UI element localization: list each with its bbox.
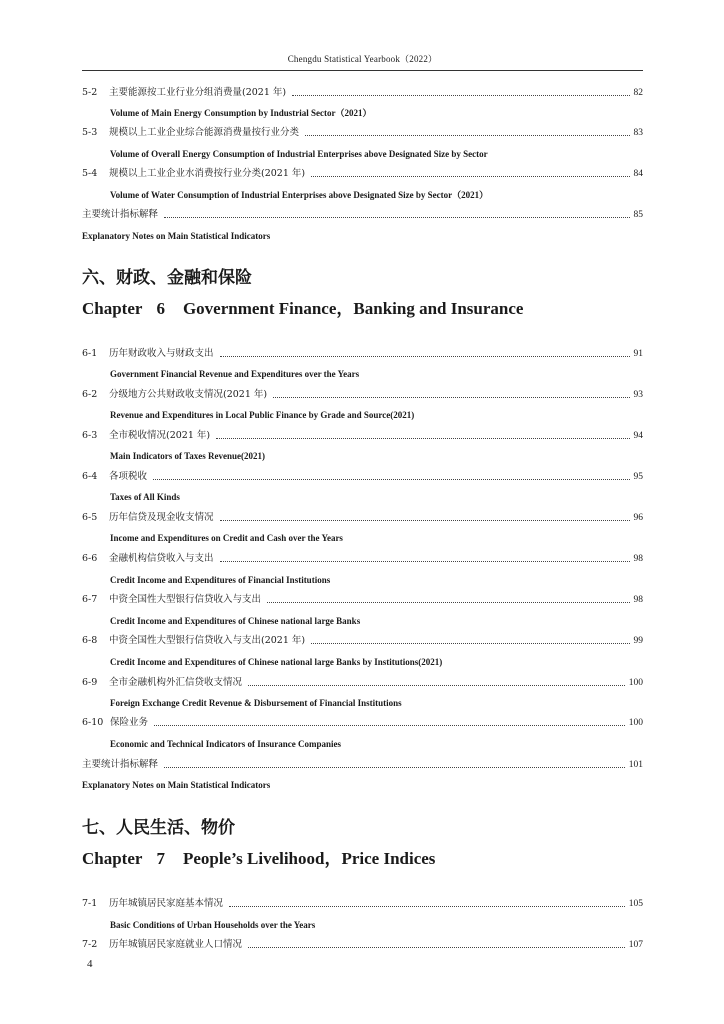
entry-title-en: Main Indicators of Taxes Revenue(2021): [110, 451, 265, 461]
entry-title-en: Volume of Overall Energy Consumption of Industrial Enterprises above Designated Size by Sector: [110, 149, 488, 159]
entry-number: 6-3: [82, 430, 98, 441]
leader-dots: [164, 217, 629, 218]
leader-dots: [273, 397, 629, 398]
entry-page: 98: [633, 554, 643, 564]
toc-entry-6-2[interactable]: [82, 388, 643, 402]
entry-number: 6-6: [82, 553, 98, 564]
toc-entry-6-5[interactable]: [82, 511, 643, 525]
leader-dots: [305, 135, 629, 136]
leader-dots: [267, 602, 629, 603]
leader-dots: [248, 947, 625, 948]
toc-entry-notes-5[interactable]: [82, 208, 643, 222]
entry-page: 96: [633, 513, 643, 523]
leader-dots: [229, 906, 625, 907]
chapter-number: 7: [156, 849, 165, 868]
chapter-label: Chapter: [82, 849, 143, 868]
toc-entry-5-4[interactable]: [82, 167, 643, 181]
entry-page: 84: [633, 169, 643, 179]
entry-title-en: Credit Income and Expenditures of Chinese national large Banks by Institutions(2021): [110, 657, 443, 667]
leader-dots: [216, 438, 629, 439]
toc-entry-5-3[interactable]: [82, 126, 643, 140]
toc-entry-6-7[interactable]: [82, 593, 643, 607]
toc-entry-6-3[interactable]: [82, 429, 643, 443]
entry-number: 6-8: [82, 635, 98, 646]
entry-title-cn: 历年信贷及现金收支情况: [109, 512, 214, 523]
leader-dots: [292, 95, 629, 96]
entry-title-cn: 历年城镇居民家庭就业人口情况: [109, 939, 243, 950]
entry-page: 85: [633, 210, 643, 220]
entry-title-en: Volume of Water Consumption of Industrial Enterprises above Designated Size by Sector（2021）: [110, 190, 489, 200]
entry-number: 6-4: [82, 471, 98, 482]
entry-title-cn: 中资全国性大型银行信贷收入与支出(2021 年): [109, 635, 306, 646]
leader-dots: [154, 725, 625, 726]
entry-page: 95: [633, 472, 643, 482]
entry-page: 100: [628, 678, 643, 688]
leader-dots: [153, 479, 629, 480]
entry-title-en: Taxes of All Kinds: [110, 492, 180, 502]
entry-number: 6-5: [82, 512, 98, 523]
toc-entry-6-8[interactable]: [82, 634, 643, 648]
header-rule: [82, 70, 643, 71]
entry-title-en: Credit Income and Expenditures of Financial Institutions: [110, 575, 331, 585]
leader-dots: [220, 520, 630, 521]
entry-page: 94: [633, 431, 643, 441]
toc-entry-notes-6[interactable]: [82, 758, 643, 772]
toc-entry-6-4[interactable]: [82, 470, 643, 484]
leader-dots: [220, 356, 630, 357]
entry-title-cn: 金融机构信贷收入与支出: [109, 553, 214, 564]
entry-page: 101: [628, 760, 643, 770]
leader-dots: [311, 643, 629, 644]
entry-number: 5-4: [82, 168, 98, 179]
entry-number: 6-2: [82, 389, 98, 400]
chapter-7-title-en: [82, 847, 435, 871]
entry-page: 98: [633, 595, 643, 605]
entry-title-cn: 全市金融机构外汇信贷收支情况: [109, 677, 243, 688]
toc-entry-5-2[interactable]: [82, 86, 643, 100]
chapter-number: 6: [156, 299, 165, 318]
entry-title-en: Income and Expenditures on Credit and Cash over the Years: [110, 533, 343, 543]
leader-dots: [248, 685, 625, 686]
entry-title-en: Economic and Technical Indicators of Insurance Companies: [110, 739, 342, 749]
entry-title-cn: 保险业务: [110, 717, 149, 728]
chapter-6-title-en: [82, 297, 523, 321]
leader-dots: [164, 767, 625, 768]
entry-title-cn: 主要统计指标解释: [82, 209, 159, 220]
entry-title-en: Government Financial Revenue and Expenditures over the Years: [110, 369, 360, 379]
entry-title-en: Explanatory Notes on Main Statistical Indicators: [82, 231, 271, 241]
toc-entry-7-1[interactable]: [82, 897, 643, 911]
entry-title-en: Revenue and Expenditures in Local Public Finance by Grade and Source(2021): [110, 410, 415, 420]
entry-number: 6-7: [82, 594, 98, 605]
entry-title-en: Explanatory Notes on Main Statistical Indicators: [82, 780, 271, 790]
entry-title-cn: 各项税收: [109, 471, 148, 482]
entry-number: 6-9: [82, 677, 98, 688]
entry-title-en: Foreign Exchange Credit Revenue & Disbursement of Financial Institutions: [110, 698, 402, 708]
entry-number: 7-1: [82, 898, 98, 909]
toc-entry-6-10[interactable]: [82, 716, 643, 730]
entry-title-cn: 分级地方公共财政收支情况(2021 年): [109, 389, 268, 400]
entry-page: 83: [633, 128, 643, 138]
entry-title-cn: 全市税收情况(2021 年): [109, 430, 211, 441]
chapter-name: Government Finance，Banking and Insurance: [182, 299, 524, 318]
entry-page: 107: [628, 940, 643, 950]
entry-number: 7-2: [82, 939, 98, 950]
entry-title-cn: 规模以上工业企业水消费按行业分类(2021 年): [109, 168, 306, 179]
leader-dots: [311, 176, 629, 177]
chapter-name: People’s Livelihood，Price Indices: [182, 849, 436, 868]
entry-title-en: Basic Conditions of Urban Households over the Years: [110, 920, 316, 930]
entry-page: 93: [633, 390, 643, 400]
entry-title-cn: 规模以上工业企业综合能源消费量按行业分类: [109, 127, 300, 138]
entry-title-en: Credit Income and Expenditures of Chinese national large Banks: [110, 616, 361, 626]
chapter-label: Chapter: [82, 299, 143, 318]
entry-page: 82: [633, 88, 643, 98]
chapter-6-title-cn: 六、财政、金融和保险: [82, 268, 252, 288]
entry-page: 99: [633, 636, 643, 646]
chapter-7-title-cn: 七、人民生活、物价: [82, 818, 235, 838]
entry-title-en: Volume of Main Energy Consumption by Industrial Sector（2021）: [110, 108, 372, 118]
toc-entry-6-6[interactable]: [82, 552, 643, 566]
page-number: 4: [87, 958, 93, 970]
entry-number: 6-1: [82, 348, 98, 359]
entry-number: 5-3: [82, 127, 98, 138]
entry-number: 5-2: [82, 87, 98, 98]
toc-entry-6-9[interactable]: [82, 676, 643, 690]
entry-page: 105: [628, 899, 643, 909]
entry-title-cn: 主要统计指标解释: [82, 759, 159, 770]
entry-title-cn: 历年财政收入与财政支出: [109, 348, 214, 359]
toc-entry-6-1[interactable]: [82, 347, 643, 361]
entry-page: 91: [633, 349, 643, 359]
entry-title-cn: 主要能源按工业行业分组消费量(2021 年): [109, 87, 287, 98]
toc-entry-7-2[interactable]: [82, 938, 643, 952]
entry-title-cn: 中资全国性大型银行信贷收入与支出: [109, 594, 262, 605]
running-header: Chengdu Statistical Yearbook（2022）: [287, 54, 438, 64]
leader-dots: [220, 561, 630, 562]
entry-page: 100: [628, 718, 643, 728]
entry-number: 6-10: [82, 717, 104, 728]
entry-title-cn: 历年城镇居民家庭基本情况: [109, 898, 224, 909]
